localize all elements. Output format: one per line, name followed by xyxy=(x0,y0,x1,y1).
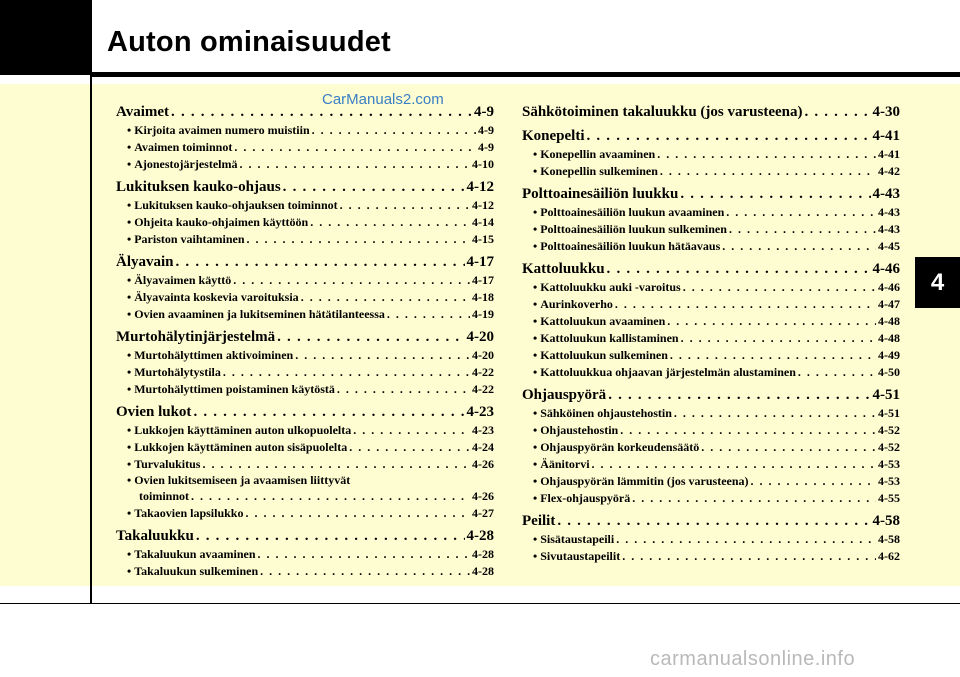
toc-section-heading[interactable]: Peilit . . . 4-58 xyxy=(522,511,900,531)
toc-section-heading[interactable]: Sähkötoiminen takaluukku (jos varusteena) . . . 4-30 xyxy=(522,102,900,122)
toc-section-heading[interactable]: Ohjauspyörä . . . 4-51 xyxy=(522,385,900,405)
toc-entry[interactable]: • Konepellin sulkeminen . . . 4-42 xyxy=(522,163,900,180)
toc-section xyxy=(116,177,494,248)
toc-entry[interactable]: • Sivutaustapeilit . . . 4-62 xyxy=(522,548,900,565)
toc-entry[interactable]: • Murtohälyttimen poistaminen käytöstä . . . 4-22 xyxy=(116,381,494,398)
toc-entry[interactable]: • Polttoainesäiliön luukun avaaminen . . . 4-43 xyxy=(522,204,900,221)
toc-section xyxy=(522,385,900,507)
toc-section xyxy=(116,402,494,522)
title-underline-rule xyxy=(91,72,960,77)
toc-section-heading[interactable]: Polttoainesäiliön luukku . . . 4-43 xyxy=(522,184,900,204)
toc-entry[interactable]: • Flex-ohjauspyörä . . . 4-55 xyxy=(522,490,900,507)
toc-entry[interactable]: • Lukkojen käyttäminen auton ulkopuolelta . . . 4-23 xyxy=(116,422,494,439)
toc-section-heading[interactable]: Murtohälytinjärjestelmä . . . 4-20 xyxy=(116,327,494,347)
toc-entry[interactable]: • Ajonestojärjestelmä . . . 4-10 xyxy=(116,156,494,173)
toc-entry[interactable]: • Älyavaimen käyttö . . . 4-17 xyxy=(116,272,494,289)
toc-section xyxy=(116,252,494,323)
toc-entry[interactable]: • Ohjeita kauko-ohjaimen käyttöön . . . 4-14 xyxy=(116,214,494,231)
toc-section-heading[interactable]: Konepelti . . . 4-41 xyxy=(522,126,900,146)
toc-section-heading[interactable]: Ovien lukot . . . 4-23 xyxy=(116,402,494,422)
toc-entry[interactable]: • Avaimen toiminnot . . . 4-9 xyxy=(116,139,494,156)
toc-entry[interactable]: • Murtohälytystila . . . 4-22 xyxy=(116,364,494,381)
toc-section-heading[interactable]: Kattoluukku . . . 4-46 xyxy=(522,259,900,279)
toc-entry[interactable]: • Lukkojen käyttäminen auton sisäpuolelta . . . 4-24 xyxy=(116,439,494,456)
toc-entry[interactable]: • Äänitorvi . . . 4-53 xyxy=(522,456,900,473)
toc-entry[interactable]: • Lukituksen kauko-ohjauksen toiminnot . . . 4-12 xyxy=(116,197,494,214)
toc-entry[interactable]: • Takaluukun avaaminen . . . 4-28 xyxy=(116,546,494,563)
toc-entry[interactable]: • Pariston vaihtaminen . . . 4-15 xyxy=(116,231,494,248)
toc-entry[interactable]: • Ovien avaaminen ja lukitseminen hätätilanteessa . . . 4-19 xyxy=(116,306,494,323)
toc-entry[interactable]: • Kattoluukkua ohjaavan järjestelmän alustaminen . . . 4-50 xyxy=(522,364,900,381)
chapter-tab[interactable]: 4 xyxy=(915,257,960,308)
toc-section xyxy=(522,126,900,180)
toc-entry[interactable]: • Kattoluukku auki -varoitus . . . 4-46 xyxy=(522,279,900,296)
toc-section xyxy=(116,102,494,173)
toc-entry[interactable]: • Konepellin avaaminen . . . 4-41 xyxy=(522,146,900,163)
toc-section-heading[interactable]: Avaimet . . . 4-9 xyxy=(116,102,494,122)
toc-section xyxy=(522,184,900,255)
page-title: Auton ominaisuudet xyxy=(107,26,391,58)
toc-entry[interactable]: • Sähköinen ohjaustehostin . . . 4-51 xyxy=(522,405,900,422)
toc-section xyxy=(522,511,900,565)
bottom-rule xyxy=(0,603,960,604)
header-black-corner xyxy=(0,0,91,75)
toc-section xyxy=(116,327,494,398)
toc-section-heading[interactable]: Älyavain . . . 4-17 xyxy=(116,252,494,272)
toc-entry[interactable]: • Kattoluukun sulkeminen . . . 4-49 xyxy=(522,347,900,364)
watermark-top: CarManuals2.com xyxy=(322,91,444,108)
toc-entry[interactable]: • Turvalukitus . . . 4-26 xyxy=(116,456,494,473)
toc-entry[interactable]: • Takaovien lapsilukko . . . 4-27 xyxy=(116,505,494,522)
toc-entry[interactable]: • Sisätaustapeili . . . 4-58 xyxy=(522,531,900,548)
toc-entry[interactable]: • Älyavainta koskevia varoituksia . . . 4-18 xyxy=(116,289,494,306)
toc-section xyxy=(522,102,900,122)
toc-entry[interactable]: • Murtohälyttimen aktivoiminen . . . 4-20 xyxy=(116,347,494,364)
toc-entry[interactable]: • Kattoluukun avaaminen . . . 4-48 xyxy=(522,313,900,330)
watermark-bottom: carmanualsonline.info xyxy=(650,648,856,670)
toc-left-column xyxy=(116,102,494,584)
toc-section-heading[interactable]: Lukituksen kauko-ohjaus . . . 4-12 xyxy=(116,177,494,197)
toc-section-heading[interactable]: Takaluukku . . . 4-28 xyxy=(116,526,494,546)
toc-entry[interactable]: • Kirjoita avaimen numero muistiin . . . 4-9 xyxy=(116,122,494,139)
toc-right-column xyxy=(522,102,900,569)
toc-section xyxy=(522,259,900,381)
toc-entry[interactable]: • Polttoainesäiliön luukun sulkeminen . . . 4-43 xyxy=(522,221,900,238)
toc-entry-continuation[interactable]: toiminnot . . . 4-26 xyxy=(116,488,494,505)
toc-entry[interactable]: • Ohjauspyörän lämmitin (jos varusteena) . . . 4-53 xyxy=(522,473,900,490)
toc-entry[interactable]: • Ohjauspyörän korkeudensäätö . . . 4-52 xyxy=(522,439,900,456)
toc-entry[interactable]: • Ohjaustehostin . . . 4-52 xyxy=(522,422,900,439)
toc-entry[interactable]: • Takaluukun sulkeminen . . . 4-28 xyxy=(116,563,494,580)
toc-entry[interactable]: • Aurinkoverho . . . 4-47 xyxy=(522,296,900,313)
left-vertical-rule xyxy=(90,0,92,604)
toc-entry-multiline[interactable]: • Ovien lukitsemiseen ja avaamisen liittyvät xyxy=(116,473,494,488)
toc-section xyxy=(116,526,494,580)
toc-entry[interactable]: • Kattoluukun kallistaminen . . . 4-48 xyxy=(522,330,900,347)
toc-entry[interactable]: • Polttoainesäiliön luukun hätäavaus . . . 4-45 xyxy=(522,238,900,255)
